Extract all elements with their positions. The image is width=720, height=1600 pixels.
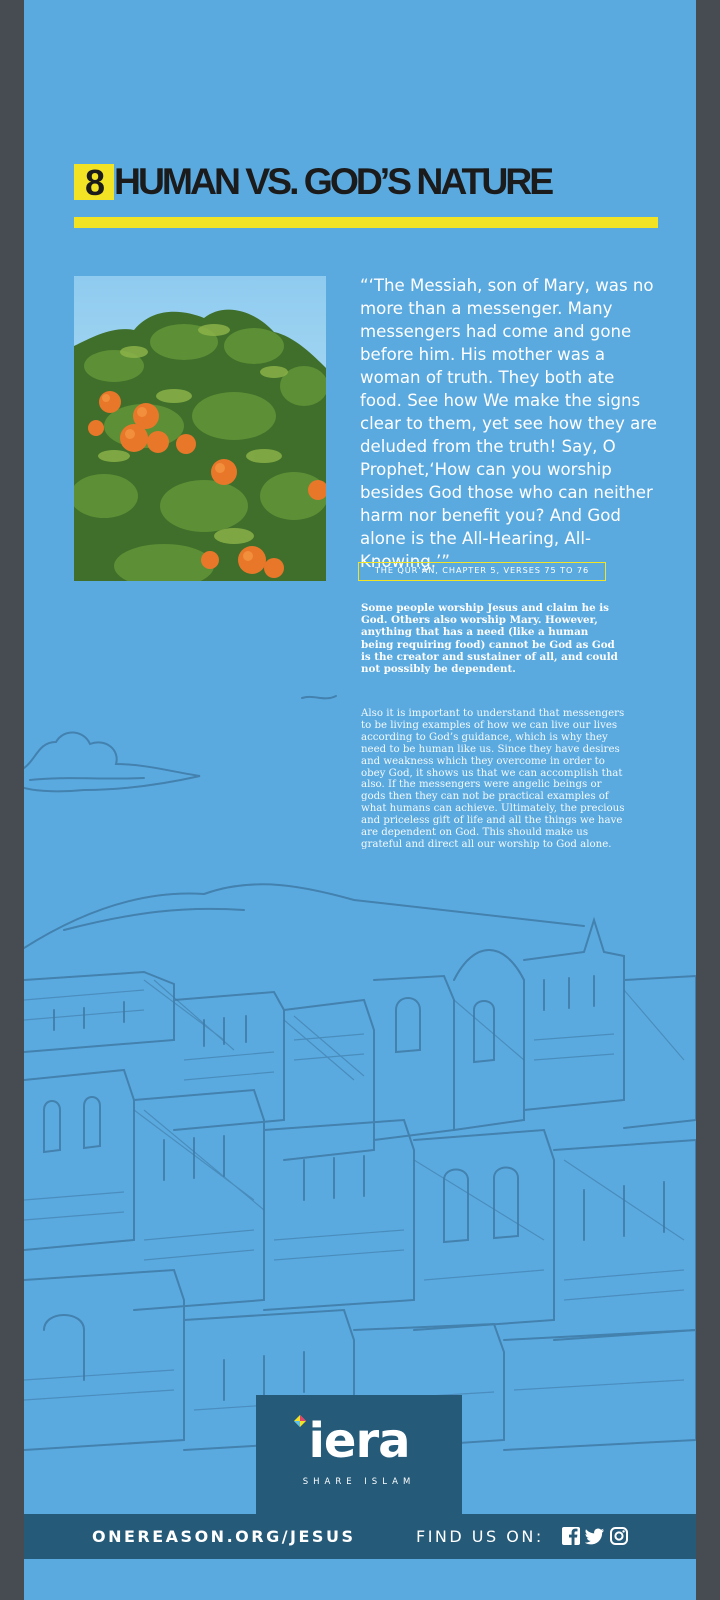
twitter-icon[interactable] <box>585 1526 605 1546</box>
title-underline-bar <box>74 217 658 228</box>
iera-logo-box <box>256 1395 462 1515</box>
footer-bar <box>24 1514 696 1559</box>
poster-banner <box>24 0 696 1600</box>
facebook-icon[interactable] <box>561 1526 581 1546</box>
logo-tagline: SHARE ISLAM <box>302 1477 416 1487</box>
website-link[interactable]: ONEREASON.ORG/JESUS <box>92 1527 356 1546</box>
logo-name: iera <box>308 1413 410 1469</box>
orange-tree-photo <box>74 276 326 581</box>
instagram-icon[interactable] <box>609 1526 629 1546</box>
body-paragraph-bold: Some people worship Jesus and claim he is God. Others also worship Mary. However, anything that has a need (like a human being requiring food) cannot be God as God is the creator and sustainer of all, and could not possibly be dependent. <box>361 602 618 676</box>
poster-title: HUMAN VS. GOD’S NATURE <box>114 161 552 202</box>
section-number: 8 <box>84 162 104 203</box>
body-paragraph: Also it is important to understand that messengers to be living examples of how we can live our lives according to God’s guidance, which is why they need to be human like us. Since they have desires and weakness which they overcome in order to obey God, it shows us that we can accomplish that also. If the messengers were angelic beings or gods then they can not be practical examples of what humans can achieve. Ultimately, the precious and priceless gift of life and all the things we have are dependent on God. This should make us grateful and direct all our worship to God alone. <box>361 708 625 850</box>
section-number-badge <box>74 162 114 203</box>
find-us-label: FIND US ON: <box>416 1527 544 1546</box>
quran-quote: “‘The Messiah, son of Mary, was no more than a messenger. Many messengers had come and gone before him. His mother was a woman of truth. They both ate food. See how We make the signs clear to them, yet see how they are deluded from the truth! Say, O Prophet,‘How can you worship besides God those who can neither harm nor benefit you? And God alone is the All-Hearing, All-Knowing.’” <box>360 276 657 571</box>
poster-heading <box>74 160 654 204</box>
quote-citation-box <box>358 562 606 581</box>
quote-citation: THE QUR’AN, CHAPTER 5, VERSES 75 TO 76 <box>374 565 590 575</box>
